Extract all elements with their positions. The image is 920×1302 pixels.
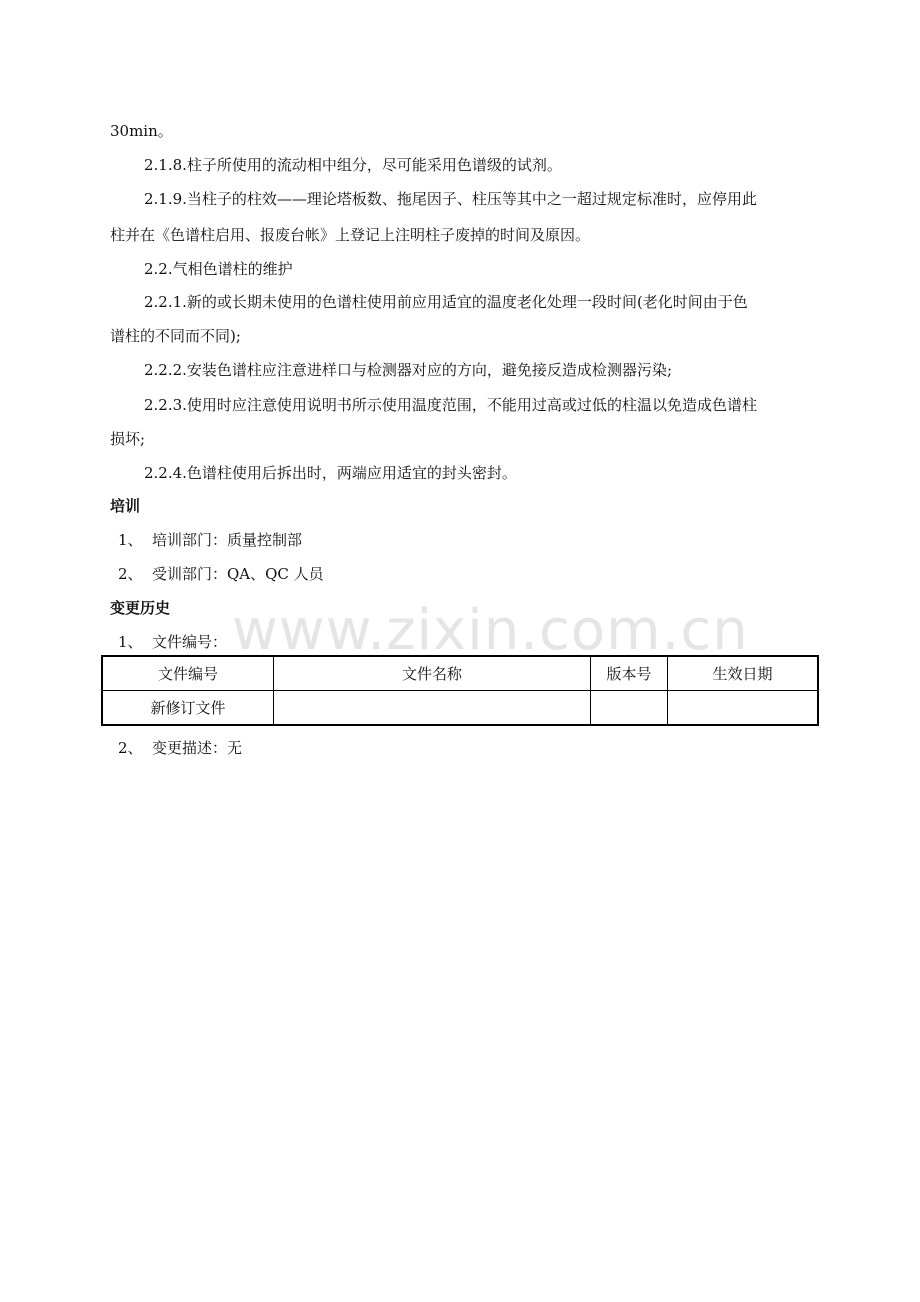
file-table	[101, 655, 819, 726]
table-header-row	[102, 656, 818, 691]
list-number: 2、	[118, 739, 143, 757]
paragraph-line: 2.1.8.柱子所使用的流动相中组分，尽可能采用色谱级的试剂。	[144, 156, 562, 174]
paragraph-line: 2.1.9.当柱子的柱效——理论塔板数、拖尾因子、柱压等其中之一超过规定标准时，应停用此	[144, 190, 757, 208]
list-number: 1、	[118, 633, 143, 651]
list-number: 2、	[118, 565, 143, 583]
table-cell	[274, 691, 591, 726]
paragraph-line: 柱并在《色谱柱启用、报废台帐》上登记上注明柱子废掉的时间及原因。	[110, 226, 591, 244]
section-title: 2.2.气相色谱柱的维护	[144, 260, 293, 278]
table-header-cell: 文件名称	[274, 656, 591, 691]
paragraph-line: 30min。	[110, 122, 173, 140]
paragraph-line: 损坏;	[110, 430, 146, 448]
paragraph-line: 2.2.1.新的或长期未使用的色谱柱使用前应用适宜的温度老化处理一段时间(老化时间由于色	[144, 293, 748, 311]
list-item	[118, 530, 818, 550]
paragraph-line: 2.2.2.安装色谱柱应注意进样口与检测器对应的方向，避免接反造成检测器污染;	[144, 361, 672, 379]
list-text: 培训部门：质量控制部	[152, 531, 303, 549]
list-text: 变更描述：无	[152, 739, 243, 757]
list-item	[118, 738, 818, 758]
table-cell	[667, 691, 818, 726]
list-text: 受训部门：QA、QC 人员	[152, 565, 324, 583]
paragraph-line: 2.2.4.色谱柱使用后拆出时，两端应用适宜的封头密封。	[144, 464, 517, 482]
table-header-cell: 版本号	[591, 656, 668, 691]
table-row	[102, 691, 818, 726]
paragraph-line: 2.2.3.使用时应注意使用说明书所示使用温度范围，不能用过高或过低的柱温以免造成色谱柱	[144, 396, 757, 414]
table-cell	[591, 691, 668, 726]
training-heading: 培训	[110, 497, 141, 515]
list-number: 1、	[118, 531, 143, 549]
table-cell: 新修订文件	[102, 691, 274, 726]
table-header-cell: 生效日期	[667, 656, 818, 691]
table-header-cell: 文件编号	[102, 656, 274, 691]
list-text: 文件编号：	[152, 633, 228, 651]
history-heading: 变更历史	[110, 599, 171, 617]
watermark: www.zixin.com.cn	[232, 598, 749, 663]
paragraph-line: 谱柱的不同而不同);	[110, 327, 241, 345]
list-item	[118, 564, 818, 584]
